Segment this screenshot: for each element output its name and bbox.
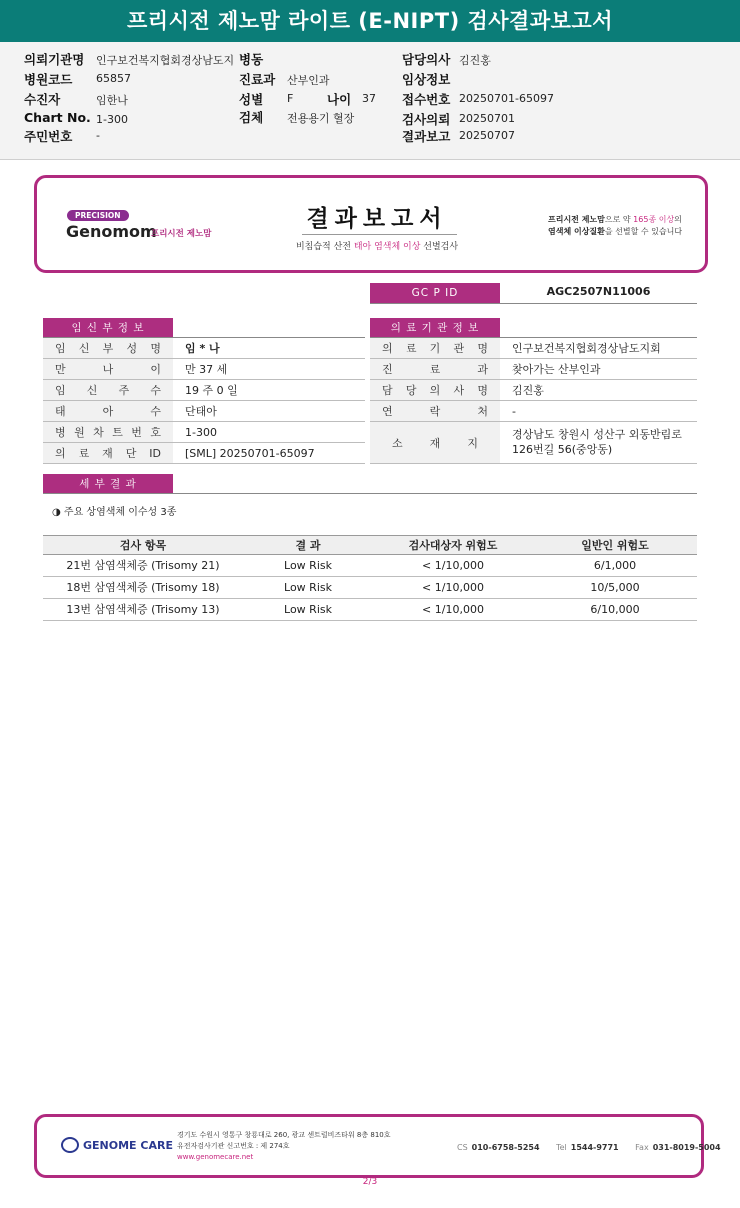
- specimen-value: 전용용기 혈장: [287, 112, 355, 125]
- ward-label: 병동: [239, 52, 264, 67]
- page-title: 프리시전 제노맘 라이트 (E-NIPT) 검사결과보고서: [0, 0, 740, 42]
- details-subtitle: ◑ 주요 상염색체 이수성 3종: [52, 507, 177, 518]
- title-rule: [302, 234, 457, 235]
- medical-info-header: 의 료 기 관 정 보: [370, 318, 500, 338]
- clinical-label: 임상정보: [402, 72, 451, 87]
- sex-label: 성별: [239, 92, 264, 107]
- details-header: 세 부 결 과: [43, 474, 173, 494]
- pregnancy-field-value: 임 * 나: [185, 342, 220, 355]
- table-row: [43, 577, 697, 599]
- medical-field-label: 담 당 의 사 명: [370, 380, 500, 400]
- pregnancy-field-label: 태 아 수: [43, 401, 173, 421]
- pregnancy-field-value: [SML] 20250701-65097: [185, 446, 315, 460]
- table-cell: 6/10,000: [590, 603, 640, 616]
- divider: [370, 303, 697, 304]
- report-header-card: [34, 175, 708, 273]
- doctor-label: 담당의사: [402, 52, 451, 67]
- medical-field-value: 찾아가는 산부인과: [512, 363, 601, 376]
- results-table-header: [43, 535, 697, 555]
- report-subtitle: 비침습적 산전 태아 염색체 이상 선별검사: [295, 242, 459, 252]
- table-row: [43, 599, 697, 621]
- divider: [43, 493, 697, 494]
- pregnancy-field-label: 임 신 부 성 명: [43, 338, 173, 358]
- address-value: 경상남도 창원시 성산구 외동반림로 126번길 56(중앙동): [512, 428, 682, 456]
- report-date-value: 20250707: [459, 129, 515, 142]
- pregnancy-field-value: 만 37 세: [185, 363, 228, 376]
- column-header: 결 과: [295, 539, 321, 552]
- age-value: 37: [362, 92, 376, 105]
- ssn-value: -: [96, 129, 100, 142]
- pregnancy-field-value: 19 주 0 일: [185, 384, 238, 397]
- hospital-code-label: 병원코드: [24, 72, 73, 87]
- pregnancy-field-value: 1-300: [185, 425, 217, 439]
- footer-address: 경기도 수원시 영통구 창룡대로 260, 광교 센트럴비즈타워 8층 810호 유전자검사기관 신고번호 : 제 274호 www.genomecare.net: [177, 1131, 391, 1161]
- pregnancy-field-label: 만 나 이: [43, 359, 173, 379]
- footer-contacts: CS 010-6758-5254 Tel 1544-9771 Fax 031-8019-5004: [457, 1143, 721, 1152]
- chart-label: Chart No.: [24, 110, 91, 125]
- request-info-panel: [0, 42, 740, 160]
- institution-value: 인구보건복지협회경상남도지: [96, 54, 235, 67]
- receipt-label: 접수번호: [402, 92, 451, 107]
- patient-label: 수진자: [24, 92, 61, 107]
- footer: [34, 1114, 721, 1178]
- divider: [43, 463, 365, 464]
- receipt-value: 20250701-65097: [459, 92, 554, 105]
- hospital-code-value: 65857: [96, 72, 131, 85]
- genome-care-mark-icon: [61, 1137, 79, 1153]
- column-header: 검사대상자 위험도: [408, 539, 498, 552]
- table-cell: 10/5,000: [590, 581, 640, 594]
- pregnancy-field-label: 의 료 재 단 ID: [43, 443, 173, 463]
- table-cell: 21번 삼염색체증 (Trisomy 21): [66, 559, 220, 572]
- request-date-label: 검사의뢰: [402, 112, 451, 127]
- column-header: 검사 항목: [119, 539, 167, 552]
- table-cell: < 1/10,000: [422, 581, 484, 594]
- divider: [370, 463, 697, 464]
- institution-label: 의뢰기관명: [24, 52, 85, 67]
- medical-field-value: -: [512, 404, 516, 418]
- table-row: [43, 555, 697, 577]
- medical-field-label: 연 락 처: [370, 401, 500, 421]
- pregnancy-info-header: 임 신 부 정 보: [43, 318, 173, 338]
- table-cell: < 1/10,000: [422, 603, 484, 616]
- pregnancy-field-label: 병 원 차 트 번 호: [43, 422, 173, 442]
- report-note: 프리시전 제노맘으로 약 165종 이상의 염색체 이상질환을 선별할 수 있습니다: [548, 215, 683, 236]
- doctor-value: 김진홍: [459, 54, 491, 67]
- report-title: 결과보고서: [306, 205, 448, 232]
- pregnancy-field-value: 단태아: [185, 405, 217, 418]
- table-cell: 6/1,000: [593, 559, 637, 572]
- report-date-label: 결과보고: [402, 129, 451, 144]
- table-cell: < 1/10,000: [422, 559, 484, 572]
- gc-pid-label: GC P ID: [370, 283, 500, 303]
- medical-field-value: 인구보건복지협회경상남도지회: [512, 342, 661, 355]
- table-cell: 13번 삼염색체증 (Trisomy 13): [66, 603, 220, 616]
- brand-subtitle: 프리시전 제노맘: [151, 229, 212, 239]
- specimen-label: 검체: [239, 110, 264, 125]
- request-date-value: 20250701: [459, 112, 515, 125]
- table-cell: Low Risk: [284, 581, 332, 594]
- dept-value: 산부인과: [287, 74, 330, 87]
- table-cell: Low Risk: [284, 559, 332, 572]
- pregnancy-field-label: 임 신 주 수: [43, 380, 173, 400]
- medical-field-value: 김진홍: [512, 384, 544, 397]
- ssn-label: 주민번호: [24, 129, 73, 144]
- age-label: 나이: [327, 92, 352, 107]
- page-number: 2/3: [362, 1177, 378, 1187]
- gc-pid-value: AGC2507N11006: [546, 285, 651, 298]
- medical-field-label: 의 료 기 관 명: [370, 338, 500, 358]
- sex-value: F: [287, 92, 294, 105]
- genome-care-logo: GENOME CARE: [61, 1137, 173, 1153]
- dept-label: 진료과: [239, 72, 276, 87]
- website-link[interactable]: www.genomecare.net: [177, 1153, 254, 1161]
- address-label: 소 재 지: [370, 422, 500, 463]
- table-cell: Low Risk: [284, 603, 332, 616]
- precision-badge: PRECISION: [67, 210, 129, 221]
- half-circle-icon: ◑: [52, 507, 61, 518]
- column-header: 일반인 위험도: [581, 539, 649, 552]
- genomom-logo: Genomom: [66, 222, 157, 241]
- patient-value: 임한나: [96, 94, 128, 107]
- medical-field-label: 진 료 과: [370, 359, 500, 379]
- chart-value: 1-300: [96, 113, 128, 126]
- table-cell: 18번 삼염색체증 (Trisomy 18): [66, 581, 220, 594]
